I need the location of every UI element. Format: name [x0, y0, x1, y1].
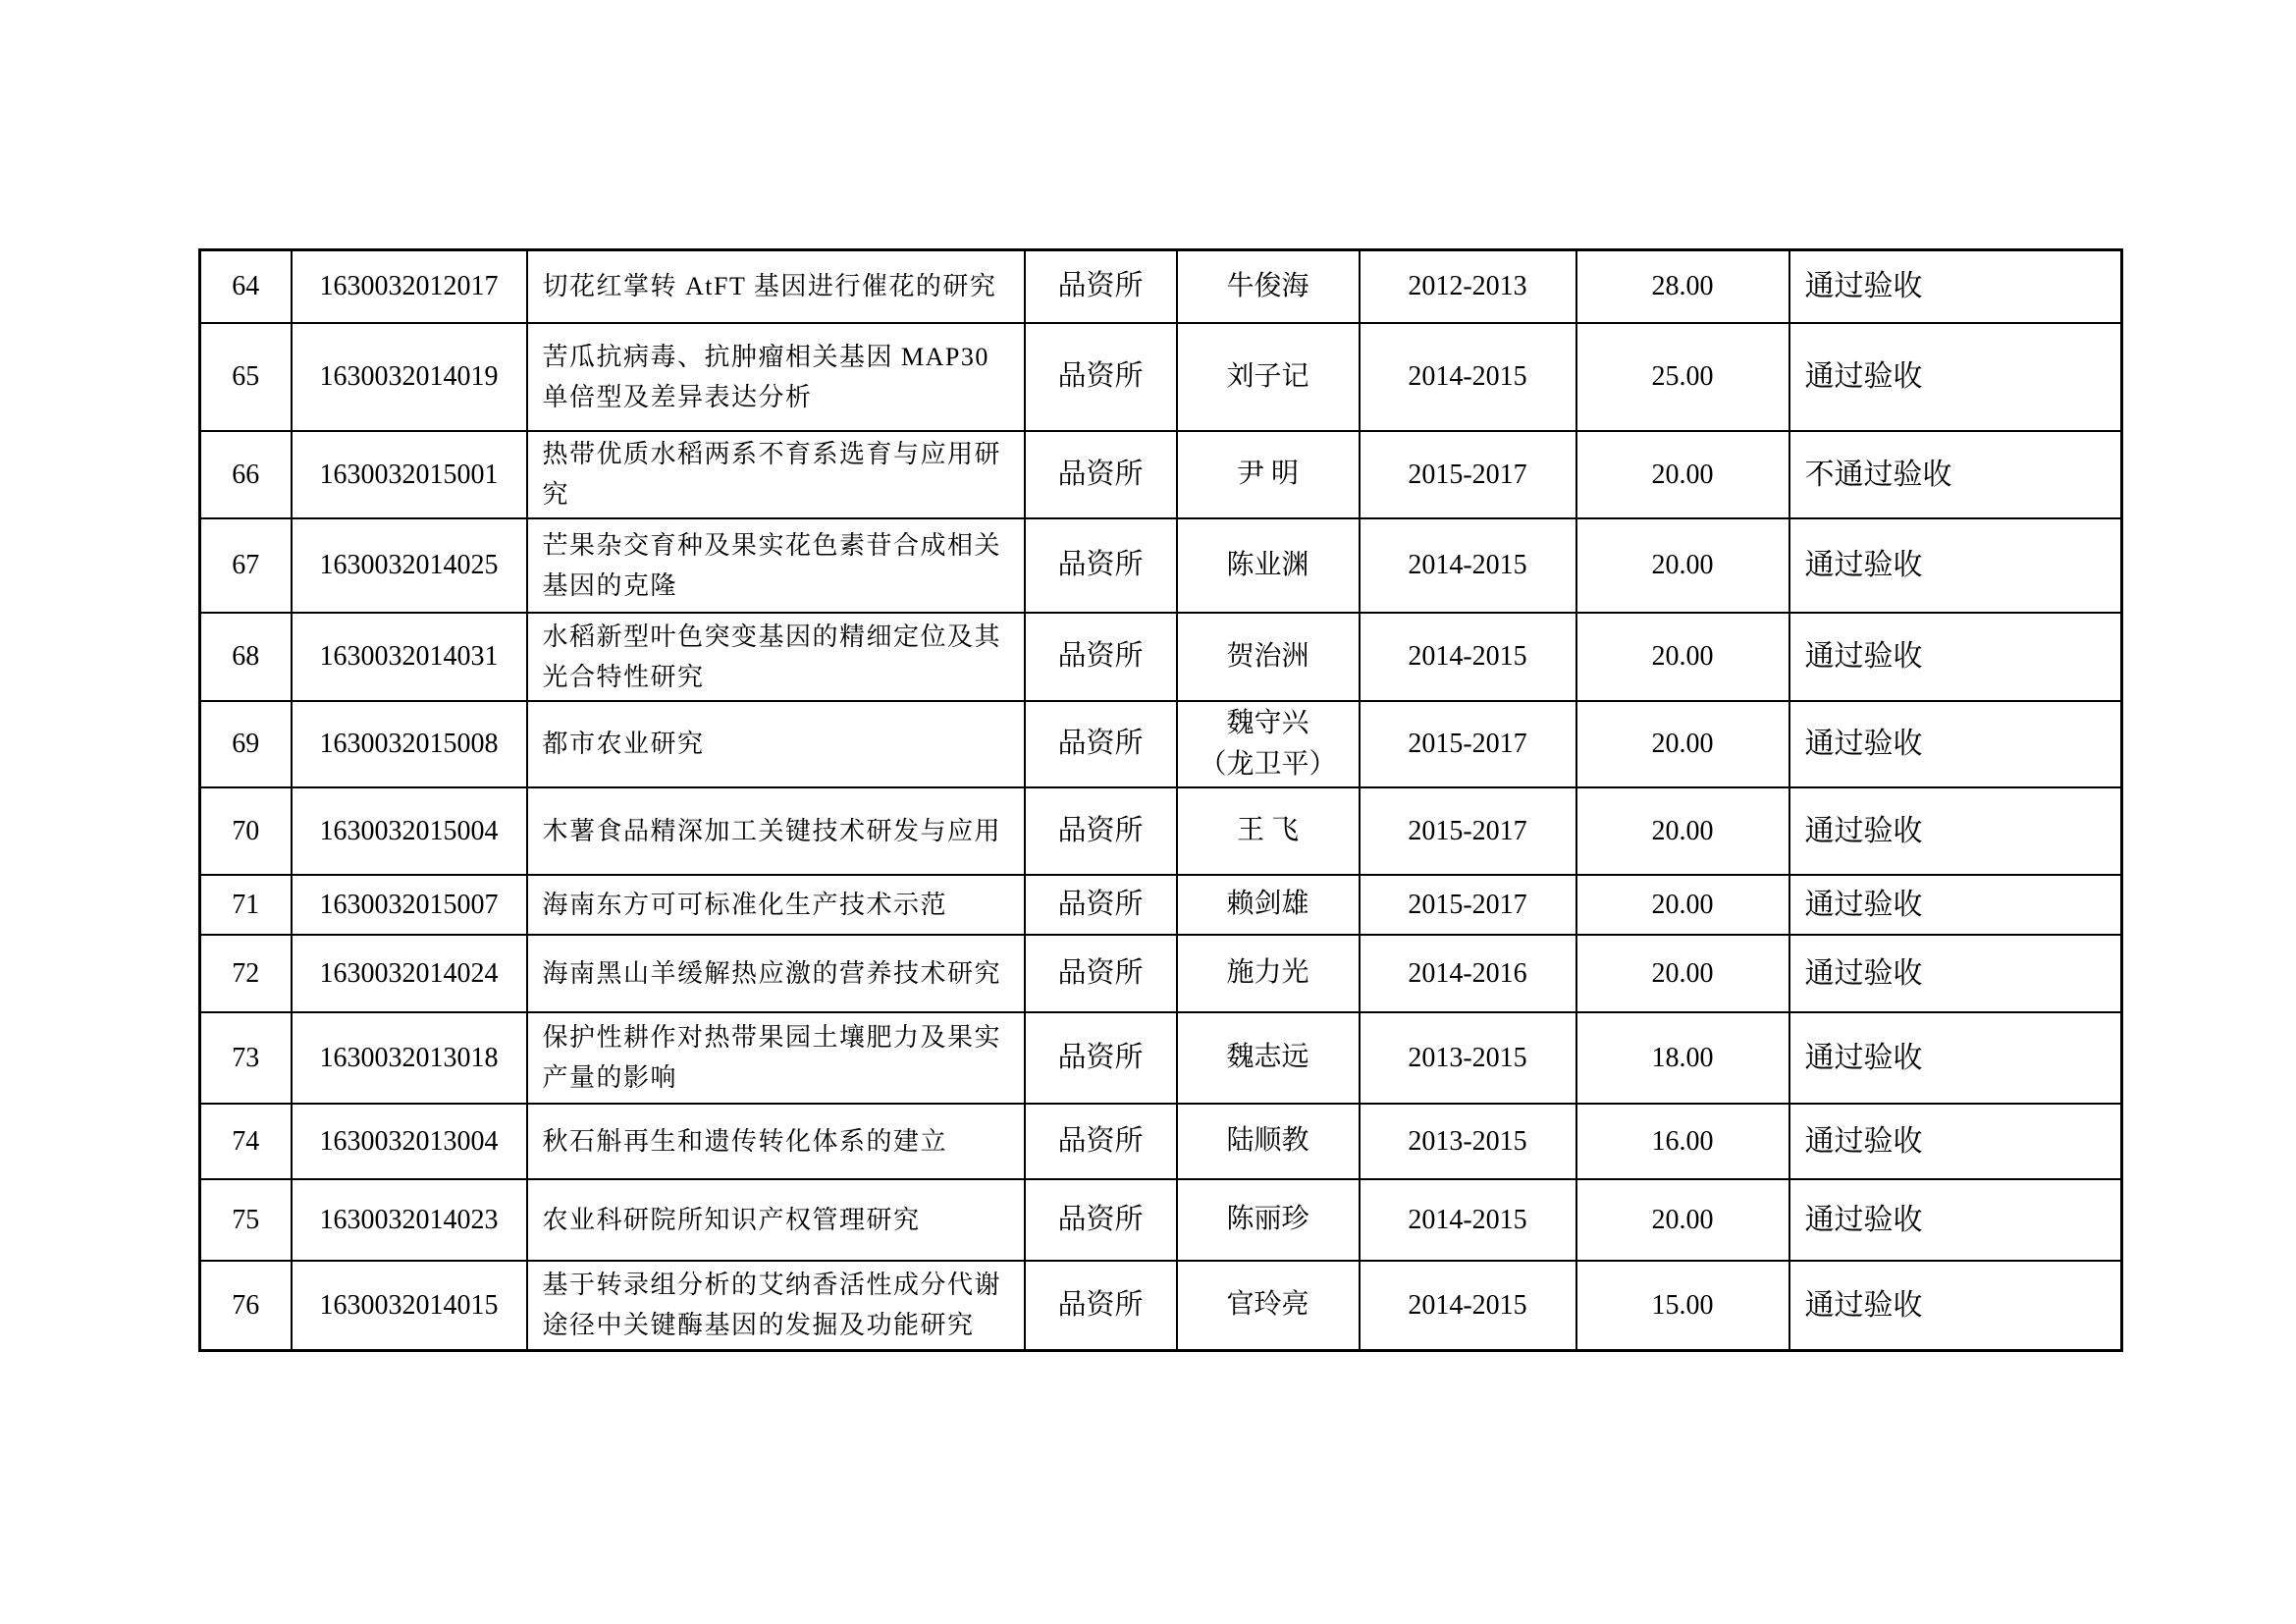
project-leader-cell: 王 飞 [1177, 787, 1360, 875]
row-number-cell: 64 [200, 250, 292, 323]
row-number-cell: 73 [200, 1012, 292, 1104]
table-row [200, 250, 2122, 323]
acceptance-status-cell: 通过验收 [1789, 701, 2122, 787]
project-code-cell: 1630032013018 [292, 1012, 527, 1104]
table-row [200, 323, 2122, 431]
table-row [200, 1179, 2122, 1261]
table-row [200, 787, 2122, 875]
project-title-cell: 都市农业研究 [527, 701, 1025, 787]
table-row [200, 613, 2122, 701]
funding-amount-cell: 20.00 [1576, 787, 1789, 875]
project-title-cell: 基于转录组分析的艾纳香活性成分代谢途径中关键酶基因的发掘及功能研究 [527, 1261, 1025, 1351]
table-row [200, 935, 2122, 1012]
project-code-cell: 1630032015008 [292, 701, 527, 787]
project-title-cell: 木薯食品精深加工关键技术研发与应用 [527, 787, 1025, 875]
row-number-cell: 68 [200, 613, 292, 701]
institute-cell: 品资所 [1025, 787, 1177, 875]
project-leader-cell: 魏志远 [1177, 1012, 1360, 1104]
project-title-cell: 热带优质水稻两系不育系选育与应用研究 [527, 431, 1025, 518]
acceptance-status-cell: 通过验收 [1789, 518, 2122, 613]
project-leader-cell: 贺治洲 [1177, 613, 1360, 701]
row-number-cell: 70 [200, 787, 292, 875]
project-leader-cell: 陈丽珍 [1177, 1179, 1360, 1261]
project-period-cell: 2014-2015 [1360, 1261, 1576, 1351]
institute-cell: 品资所 [1025, 1104, 1177, 1179]
funding-amount-cell: 25.00 [1576, 323, 1789, 431]
acceptance-status-cell: 通过验收 [1789, 613, 2122, 701]
project-period-cell: 2013-2015 [1360, 1104, 1576, 1179]
funding-amount-cell: 20.00 [1576, 613, 1789, 701]
table-row [200, 875, 2122, 935]
table-row [200, 1104, 2122, 1179]
project-code-cell: 1630032015007 [292, 875, 527, 935]
project-leader-cell: 尹 明 [1177, 431, 1360, 518]
project-leader-cell: 牛俊海 [1177, 250, 1360, 323]
institute-cell: 品资所 [1025, 323, 1177, 431]
project-code-cell: 1630032014019 [292, 323, 527, 431]
project-code-cell: 1630032012017 [292, 250, 527, 323]
funding-amount-cell: 20.00 [1576, 1179, 1789, 1261]
table-row [200, 518, 2122, 613]
project-code-cell: 1630032015001 [292, 431, 527, 518]
acceptance-status-cell: 不通过验收 [1789, 431, 2122, 518]
acceptance-status-cell: 通过验收 [1789, 787, 2122, 875]
institute-cell: 品资所 [1025, 935, 1177, 1012]
institute-cell: 品资所 [1025, 875, 1177, 935]
acceptance-status-cell: 通过验收 [1789, 1104, 2122, 1179]
funding-amount-cell: 20.00 [1576, 701, 1789, 787]
project-code-cell: 1630032014024 [292, 935, 527, 1012]
table-row [200, 431, 2122, 518]
table-row [200, 1261, 2122, 1351]
institute-cell: 品资所 [1025, 1261, 1177, 1351]
table-row [200, 701, 2122, 787]
project-title-cell: 苦瓜抗病毒、抗肿瘤相关基因 MAP30 单倍型及差异表达分析 [527, 323, 1025, 431]
funding-amount-cell: 28.00 [1576, 250, 1789, 323]
project-period-cell: 2015-2017 [1360, 787, 1576, 875]
row-number-cell: 72 [200, 935, 292, 1012]
row-number-cell: 67 [200, 518, 292, 613]
project-leader-cell: 魏守兴 （龙卫平） [1177, 701, 1360, 787]
project-code-cell: 1630032014031 [292, 613, 527, 701]
project-leader-cell: 施力光 [1177, 935, 1360, 1012]
row-number-cell: 75 [200, 1179, 292, 1261]
project-period-cell: 2014-2015 [1360, 518, 1576, 613]
table-row [200, 1012, 2122, 1104]
project-period-cell: 2012-2013 [1360, 250, 1576, 323]
project-title-cell: 切花红掌转 AtFT 基因进行催花的研究 [527, 250, 1025, 323]
project-leader-cell: 陈业渊 [1177, 518, 1360, 613]
funding-amount-cell: 20.00 [1576, 875, 1789, 935]
acceptance-status-cell: 通过验收 [1789, 1261, 2122, 1351]
project-code-cell: 1630032015004 [292, 787, 527, 875]
project-leader-cell: 刘子记 [1177, 323, 1360, 431]
funding-amount-cell: 20.00 [1576, 518, 1789, 613]
row-number-cell: 71 [200, 875, 292, 935]
project-code-cell: 1630032013004 [292, 1104, 527, 1179]
project-leader-cell: 赖剑雄 [1177, 875, 1360, 935]
project-period-cell: 2014-2016 [1360, 935, 1576, 1012]
project-table [198, 248, 2123, 1352]
funding-amount-cell: 20.00 [1576, 935, 1789, 1012]
acceptance-status-cell: 通过验收 [1789, 935, 2122, 1012]
row-number-cell: 66 [200, 431, 292, 518]
project-code-cell: 1630032014015 [292, 1261, 527, 1351]
institute-cell: 品资所 [1025, 1012, 1177, 1104]
project-title-cell: 海南东方可可标准化生产技术示范 [527, 875, 1025, 935]
acceptance-status-cell: 通过验收 [1789, 250, 2122, 323]
project-period-cell: 2014-2015 [1360, 323, 1576, 431]
acceptance-status-cell: 通过验收 [1789, 323, 2122, 431]
project-period-cell: 2015-2017 [1360, 875, 1576, 935]
acceptance-status-cell: 通过验收 [1789, 875, 2122, 935]
acceptance-status-cell: 通过验收 [1789, 1179, 2122, 1261]
project-title-cell: 水稻新型叶色突变基因的精细定位及其光合特性研究 [527, 613, 1025, 701]
project-period-cell: 2014-2015 [1360, 613, 1576, 701]
institute-cell: 品资所 [1025, 613, 1177, 701]
project-period-cell: 2013-2015 [1360, 1012, 1576, 1104]
funding-amount-cell: 20.00 [1576, 431, 1789, 518]
project-period-cell: 2015-2017 [1360, 701, 1576, 787]
project-title-cell: 秋石斛再生和遗传转化体系的建立 [527, 1104, 1025, 1179]
project-code-cell: 1630032014025 [292, 518, 527, 613]
project-leader-cell: 陆顺教 [1177, 1104, 1360, 1179]
institute-cell: 品资所 [1025, 518, 1177, 613]
row-number-cell: 65 [200, 323, 292, 431]
project-leader-cell: 官玲亮 [1177, 1261, 1360, 1351]
row-number-cell: 76 [200, 1261, 292, 1351]
funding-amount-cell: 15.00 [1576, 1261, 1789, 1351]
institute-cell: 品资所 [1025, 1179, 1177, 1261]
project-title-cell: 保护性耕作对热带果园土壤肥力及果实产量的影响 [527, 1012, 1025, 1104]
institute-cell: 品资所 [1025, 250, 1177, 323]
funding-amount-cell: 16.00 [1576, 1104, 1789, 1179]
project-period-cell: 2015-2017 [1360, 431, 1576, 518]
table-body [200, 250, 2122, 1351]
institute-cell: 品资所 [1025, 431, 1177, 518]
row-number-cell: 69 [200, 701, 292, 787]
project-title-cell: 农业科研院所知识产权管理研究 [527, 1179, 1025, 1261]
institute-cell: 品资所 [1025, 701, 1177, 787]
row-number-cell: 74 [200, 1104, 292, 1179]
project-code-cell: 1630032014023 [292, 1179, 527, 1261]
project-title-cell: 海南黑山羊缓解热应激的营养技术研究 [527, 935, 1025, 1012]
acceptance-status-cell: 通过验收 [1789, 1012, 2122, 1104]
funding-amount-cell: 18.00 [1576, 1012, 1789, 1104]
project-title-cell: 芒果杂交育种及果实花色素苷合成相关基因的克隆 [527, 518, 1025, 613]
project-period-cell: 2014-2015 [1360, 1179, 1576, 1261]
